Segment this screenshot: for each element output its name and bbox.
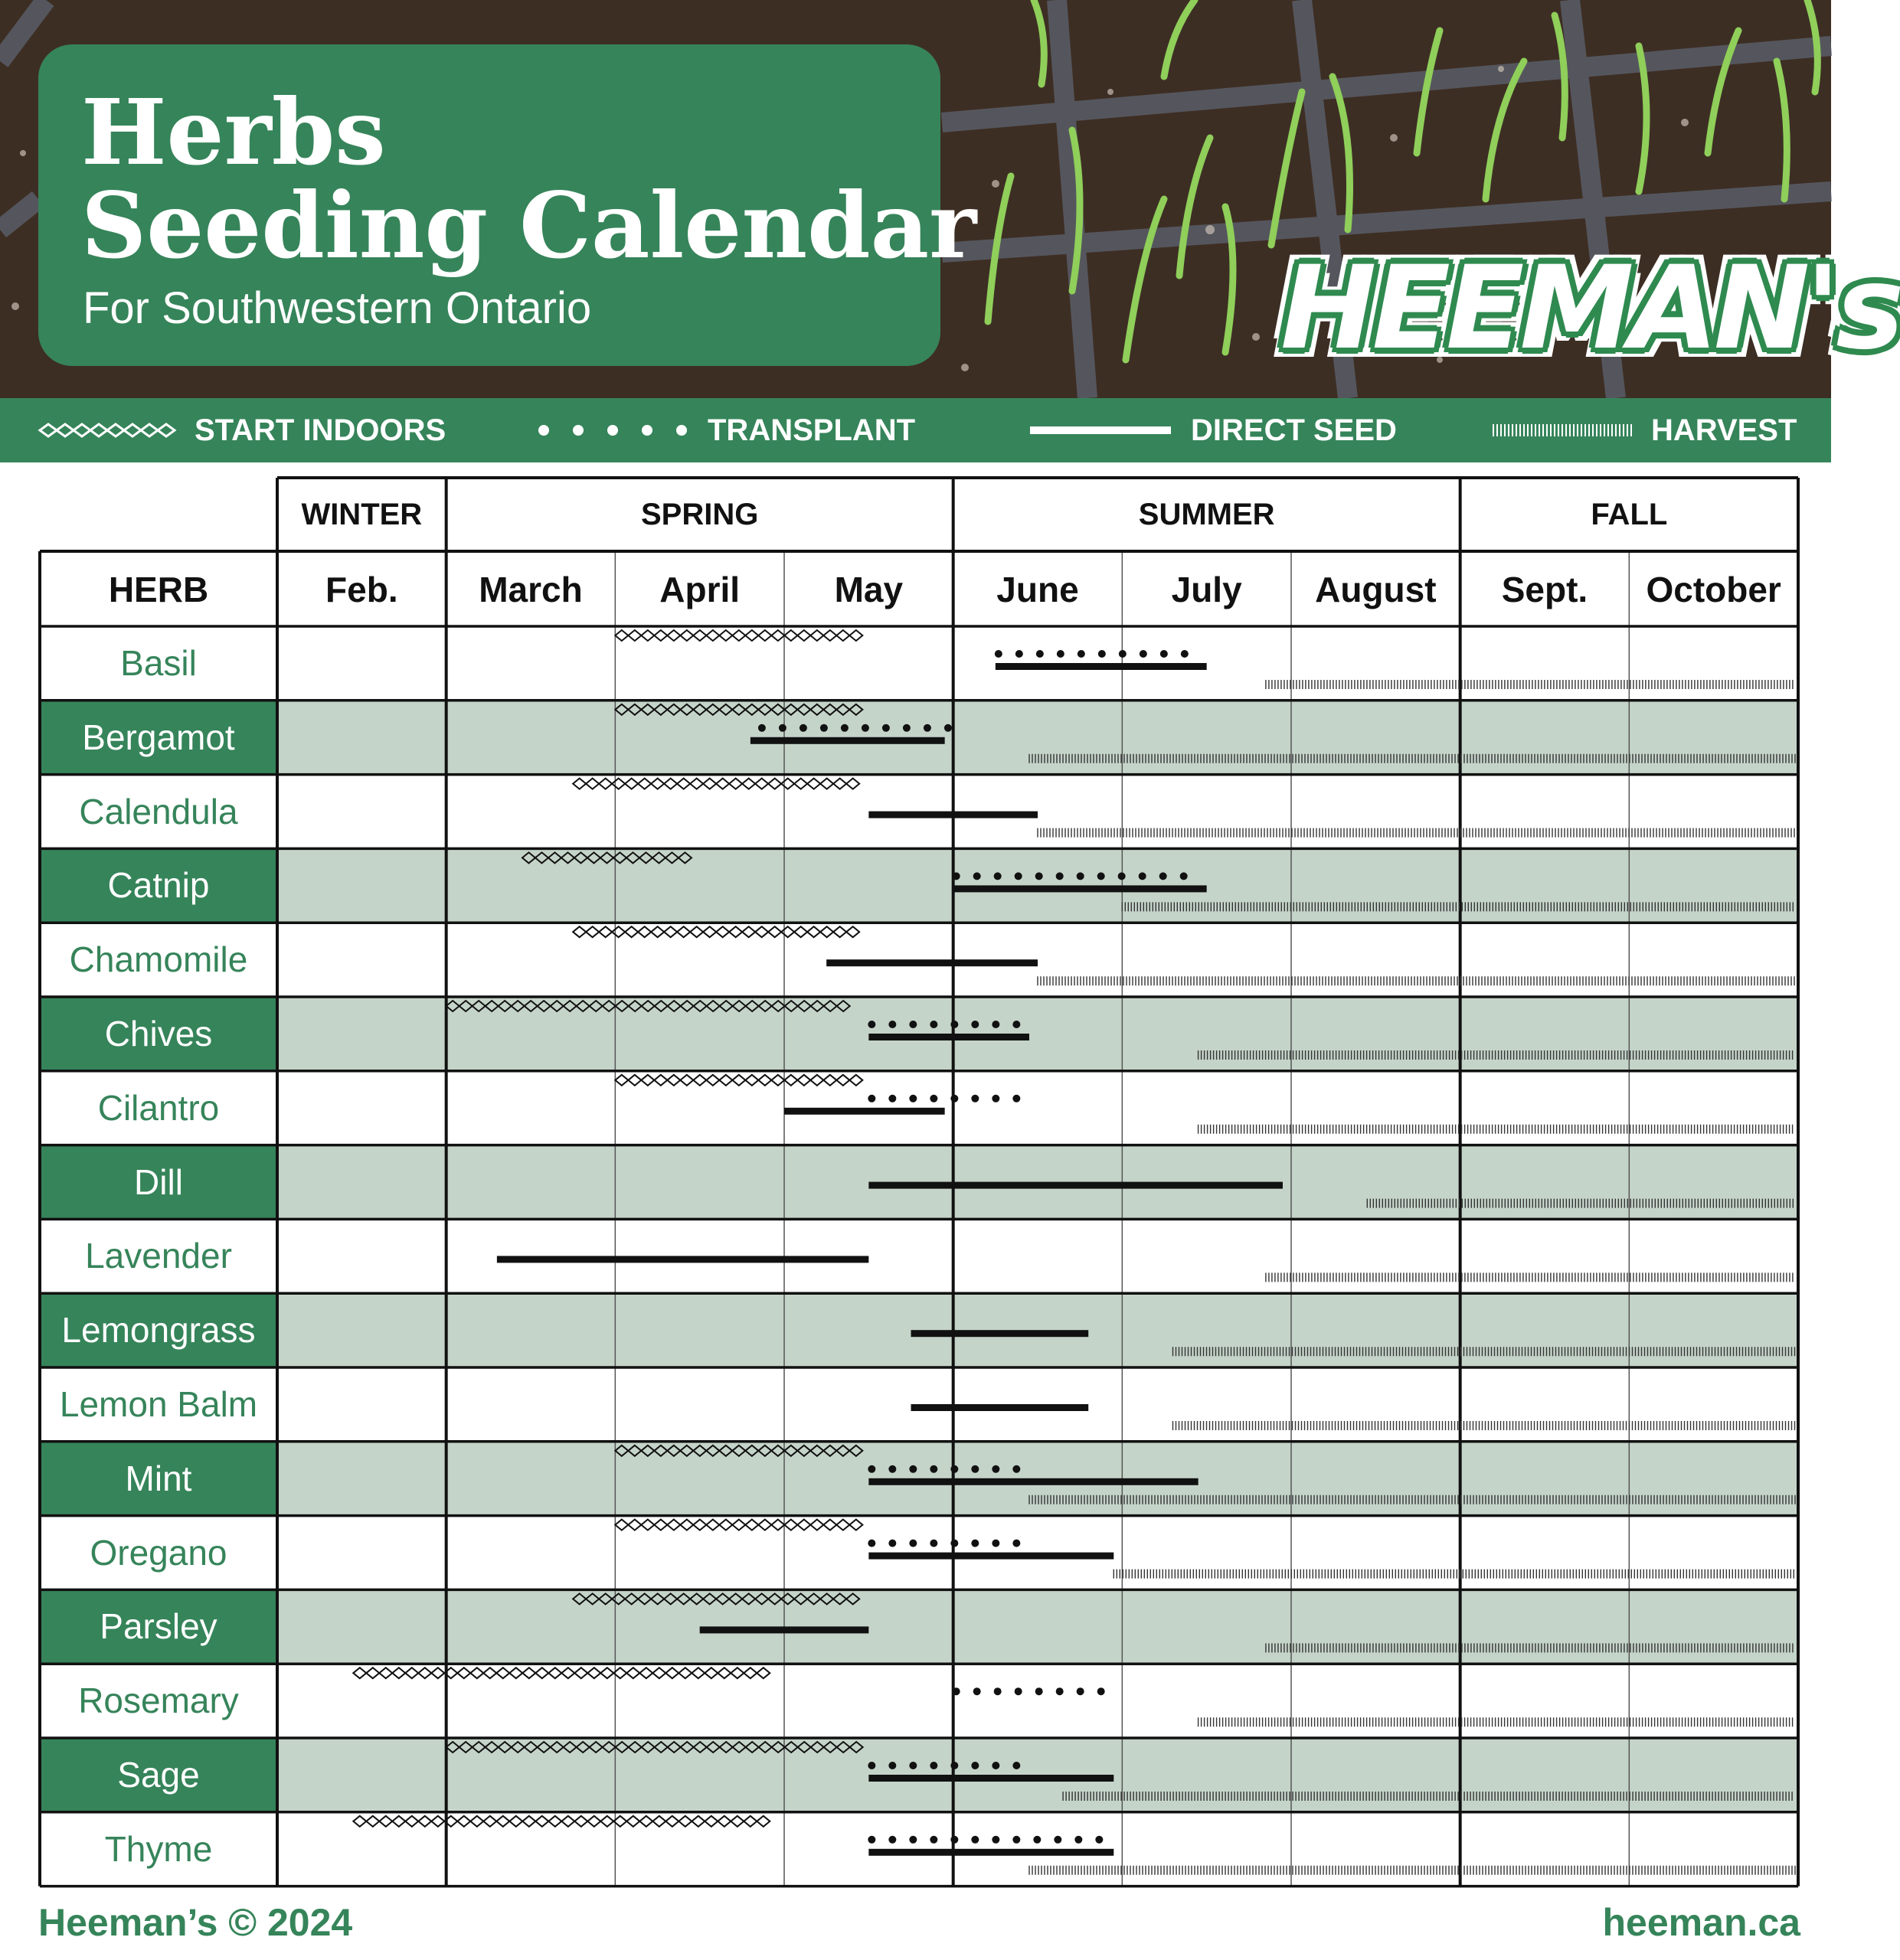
legend-start-indoors: START INDOORS [195,413,446,447]
herb-name-dill: Dill [134,1161,183,1202]
harvest-mark [1266,680,1793,689]
herb-name-chamomile: Chamomile [69,939,248,980]
direct-seed-mark [868,1553,1114,1560]
title-panel [38,44,977,366]
direct-seed-mark [868,1849,1114,1856]
herb-row-marks [615,1520,1794,1579]
month-header: May [834,570,904,609]
hero-banner [0,0,1900,398]
row-shade [40,848,1798,923]
month-header: April [659,570,741,609]
herb-name-parsley: Parsley [100,1606,217,1647]
harvest-mark [1199,1125,1793,1134]
direct-seed-mark [751,737,945,744]
subtitle: For Southwestern Ontario [83,283,592,333]
harvest-mark [1029,1866,1795,1875]
herb-name-chives: Chives [104,1014,213,1054]
start-indoors-mark [353,1816,770,1827]
transplant-swatch-icon [528,398,697,462]
start-indoors-mark [615,630,862,641]
logo-wordmark: HEEMAN's [1280,242,1900,375]
herb-row-marks [573,779,1794,838]
direct-seed-mark [868,1182,1283,1189]
start-indoors-swatch-icon [38,398,191,462]
direct-seed-mark [996,663,1207,670]
harvest-mark [1038,976,1794,985]
harvest-mark [1199,1717,1793,1726]
herb-column-header: HERB [108,570,209,609]
direct-seed-mark [911,1330,1089,1337]
month-header: October [1646,570,1781,609]
harvest-mark [1173,1421,1795,1430]
harvest-swatch-icon [1492,398,1645,462]
legend-direct-seed: DIRECT SEED [1191,413,1397,447]
transplant-mark [953,1687,1105,1695]
start-indoors-mark [573,926,859,937]
legend-transplant: TRANSPLANT [708,413,916,447]
herb-row-marks [573,926,1794,985]
title-line-2: Seeding Calendar [81,172,977,279]
transplant-mark [868,1095,1020,1102]
transplant-mark [868,1836,1103,1844]
start-indoors-mark [615,1075,862,1086]
month-header: August [1315,570,1437,609]
legend-harvest: HARVEST [1651,413,1797,447]
herb-name-bergamot: Bergamot [82,717,235,757]
month-header: Sept. [1501,570,1588,609]
transplant-mark [868,1540,1020,1547]
month-header: March [479,570,583,609]
title-line-1: Herbs [81,79,386,185]
heemans-logo [1280,242,1900,397]
direct-seed-mark [700,1626,869,1633]
herb-name-lavender: Lavender [85,1236,232,1276]
direct-seed-mark [911,1404,1089,1411]
herb-name-rosemary: Rosemary [78,1681,239,1721]
herb-name-basil: Basil [120,643,197,683]
start-indoors-mark [615,1520,862,1530]
herb-row-marks [353,1668,1792,1726]
herb-name-cilantro: Cilantro [97,1087,220,1128]
herb-name-catnip: Catnip [107,865,210,906]
row-shade [40,1589,1798,1664]
season-header-summer: SUMMER [1138,498,1275,531]
season-header-spring: SPRING [640,498,759,531]
start-indoors-mark [573,779,859,789]
direct-seed-mark [953,885,1207,892]
direct-seed-mark [868,1478,1198,1485]
herb-name-mint: Mint [125,1458,192,1498]
herb-name-lemon-balm: Lemon Balm [59,1384,258,1424]
harvest-mark [1199,1050,1793,1060]
season-header-winter: WINTER [301,498,423,531]
herb-name-calendula: Calendula [79,791,238,831]
start-indoors-mark [353,1668,770,1678]
herb-row-marks [615,630,1793,689]
direct-seed-mark [497,1256,868,1263]
footer-copyright: Heeman’s © 2024 [38,1901,353,1944]
herb-row-marks [497,1256,1793,1282]
harvest-mark [1038,828,1794,838]
direct-seed-mark [868,1034,1029,1040]
herb-name-lemongrass: Lemongrass [61,1310,256,1351]
harvest-mark [1114,1570,1794,1579]
herb-name-oregano: Oregano [90,1532,227,1573]
herb-name-thyme: Thyme [104,1828,213,1869]
direct-seed-mark [784,1108,945,1115]
herb-row-marks [353,1816,1795,1875]
transplant-mark [995,650,1189,658]
footer-website[interactable]: heeman.ca [1602,1901,1800,1944]
herb-row-marks [911,1404,1795,1430]
direct-seed-mark [868,1775,1114,1782]
direct-seed-mark [826,959,1038,966]
month-header: June [996,570,1079,609]
direct-seed-swatch-icon [1030,398,1183,462]
harvest-mark [1266,1272,1793,1282]
month-header: Feb. [325,570,398,609]
herb-name-sage: Sage [117,1755,200,1795]
legend-bar [0,398,1831,462]
month-header: July [1171,570,1242,609]
season-header-fall: FALL [1591,498,1668,531]
herb-row-marks [615,1075,1792,1134]
direct-seed-mark [868,812,1038,818]
